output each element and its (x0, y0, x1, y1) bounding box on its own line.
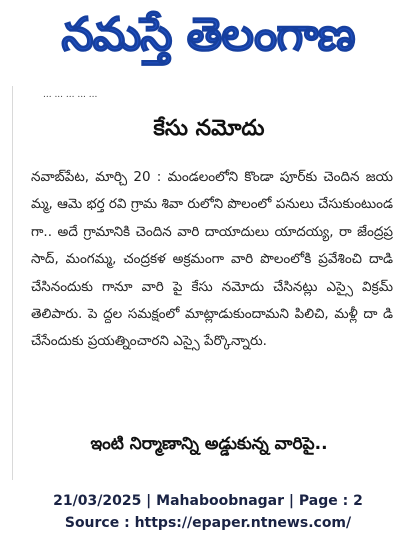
source-url: Source : https://epaper.ntnews.com/ (64, 515, 352, 531)
newspaper-logo-title: నమస్తే తెలంగాణ (61, 7, 355, 61)
cut-off-text-line: ... ... ... ... ... (43, 90, 98, 100)
date-edition-page: 21/03/2025 | Mahaboobnagar | Page : 2 (53, 493, 363, 509)
next-article-headline: ఇంటి నిర్మాణాన్ని అడ్డుకున్న వారిపై.. (90, 434, 328, 454)
news-clipping (12, 86, 405, 480)
article-body: నవాబ్‌పేట, మార్చి 20 : మండలంలోని కొండా పూర్‌కు చెందిన జయమ్మ, ఆమె భర్త రవి గ్రామ శివా రులోని పొలంలో పనులు చేసుకుంటుండగా.. అదే గ్రామానికి చెందిన వారి దాయాదులు యాదయ్య, రా జేంద్రప్రసాద్, మంగమ్మ, చంద్రకళ అక్రమంగా వారి పొలంలోకి ప్రవేశించి దాడి చేసినందుకు గానూ వారి పై కేసు నమోదు చేసినట్లు ఎస్సై విక్రమ్ తెలిపారు. పె ద్దల సమక్షంలో మాట్లాడుకుందామని పిలిచి, మళ్లీ దా డి చేసేందుకు ప్రయత్నించారని ఎస్సై పేర్కొన్నారు. (31, 169, 393, 350)
article-headline: కేసు నమోదు (153, 116, 265, 141)
masthead (0, 0, 416, 80)
source-footer (0, 490, 416, 534)
